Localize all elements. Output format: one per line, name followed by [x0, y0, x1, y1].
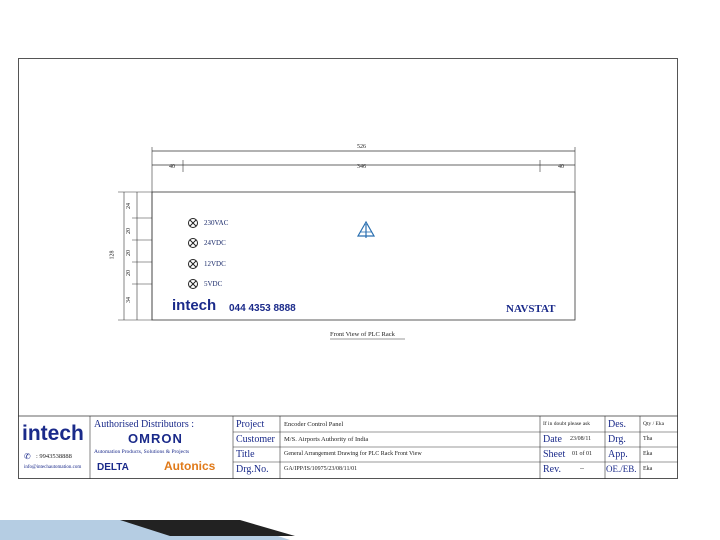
label-drg-no: Drg.No.: [236, 464, 269, 475]
panel-phone: 044 4353 8888: [229, 303, 296, 314]
autonics-logo: Autonics: [164, 459, 216, 473]
label-date: Date: [543, 434, 562, 445]
dim-overall-height: 128: [109, 250, 116, 260]
indicator-lamp-icon: [189, 219, 198, 228]
dim-v1: 24: [126, 203, 132, 209]
value-drg-no: GA/IPP/IS/10975/23/08/11/01: [284, 466, 358, 472]
indicator-label-12vdc: 12VDC: [204, 260, 226, 268]
dim-v5: 34: [126, 297, 132, 303]
value-drg: Tha: [643, 436, 653, 442]
value-project: Encoder Control Panel: [284, 421, 344, 428]
panel-brand-logo: intech: [172, 297, 217, 314]
label-des: Des.: [608, 419, 627, 430]
delta-logo: DELTA: [97, 462, 129, 473]
label-sheet: Sheet: [543, 449, 566, 460]
dim-v2: 20: [126, 228, 132, 234]
label-drg: Drg.: [608, 434, 626, 445]
label-customer: Customer: [236, 434, 275, 445]
phone-icon: ✆: [24, 452, 31, 461]
label-oe-eb: OE./EB.: [606, 464, 637, 474]
doubt-note: If in doubt please ask: [543, 421, 591, 427]
company-logo: intech: [22, 422, 84, 445]
indicator-label-230vac: 230VAC: [204, 219, 229, 227]
label-project: Project: [236, 419, 265, 430]
authorised-distributors-heading: Authorised Distributors :: [94, 419, 194, 430]
tagline: Automation Products, Solutions & Projects: [94, 449, 190, 455]
dim-v3: 20: [126, 250, 132, 256]
dim-overall-width: 526: [357, 144, 366, 150]
label-app: App.: [608, 449, 628, 460]
indicator-lamp-icon: [189, 280, 198, 289]
dim-left-margin: 40: [169, 164, 175, 170]
value-des: Qty / Eka: [643, 421, 665, 427]
value-customer: M/S. Airports Authority of India: [284, 436, 369, 443]
panel-name: NAVSTAT: [506, 303, 556, 315]
airport-authority-logo-icon: [358, 222, 374, 238]
value-title: General Arrangement Drawing for PLC Rack Front View: [284, 451, 422, 457]
company-phone: : 9943538888: [36, 453, 72, 460]
value-rev: --: [580, 466, 584, 472]
indicator-lamp-icon: [189, 239, 198, 248]
indicator-label-5vdc: 5VDC: [204, 280, 223, 288]
value-sheet: 01 of 01: [572, 451, 592, 457]
company-email: info@intechautomation.com: [24, 465, 82, 470]
value-app: Eka: [643, 451, 653, 457]
indicator-lamp-icon: [189, 260, 198, 269]
drawing-caption: Front View of PLC Rack: [330, 331, 395, 338]
label-rev: Rev.: [543, 464, 561, 475]
dim-right-margin: 40: [558, 164, 564, 170]
label-title: Title: [236, 449, 255, 460]
value-oe-eb: Eka: [643, 466, 653, 472]
dim-v4: 20: [126, 270, 132, 276]
dim-center-width: 346: [357, 164, 366, 170]
value-date: 23/08/11: [570, 436, 592, 442]
indicator-label-24vdc: 24VDC: [204, 239, 226, 247]
omron-logo: OMRON: [128, 431, 183, 446]
